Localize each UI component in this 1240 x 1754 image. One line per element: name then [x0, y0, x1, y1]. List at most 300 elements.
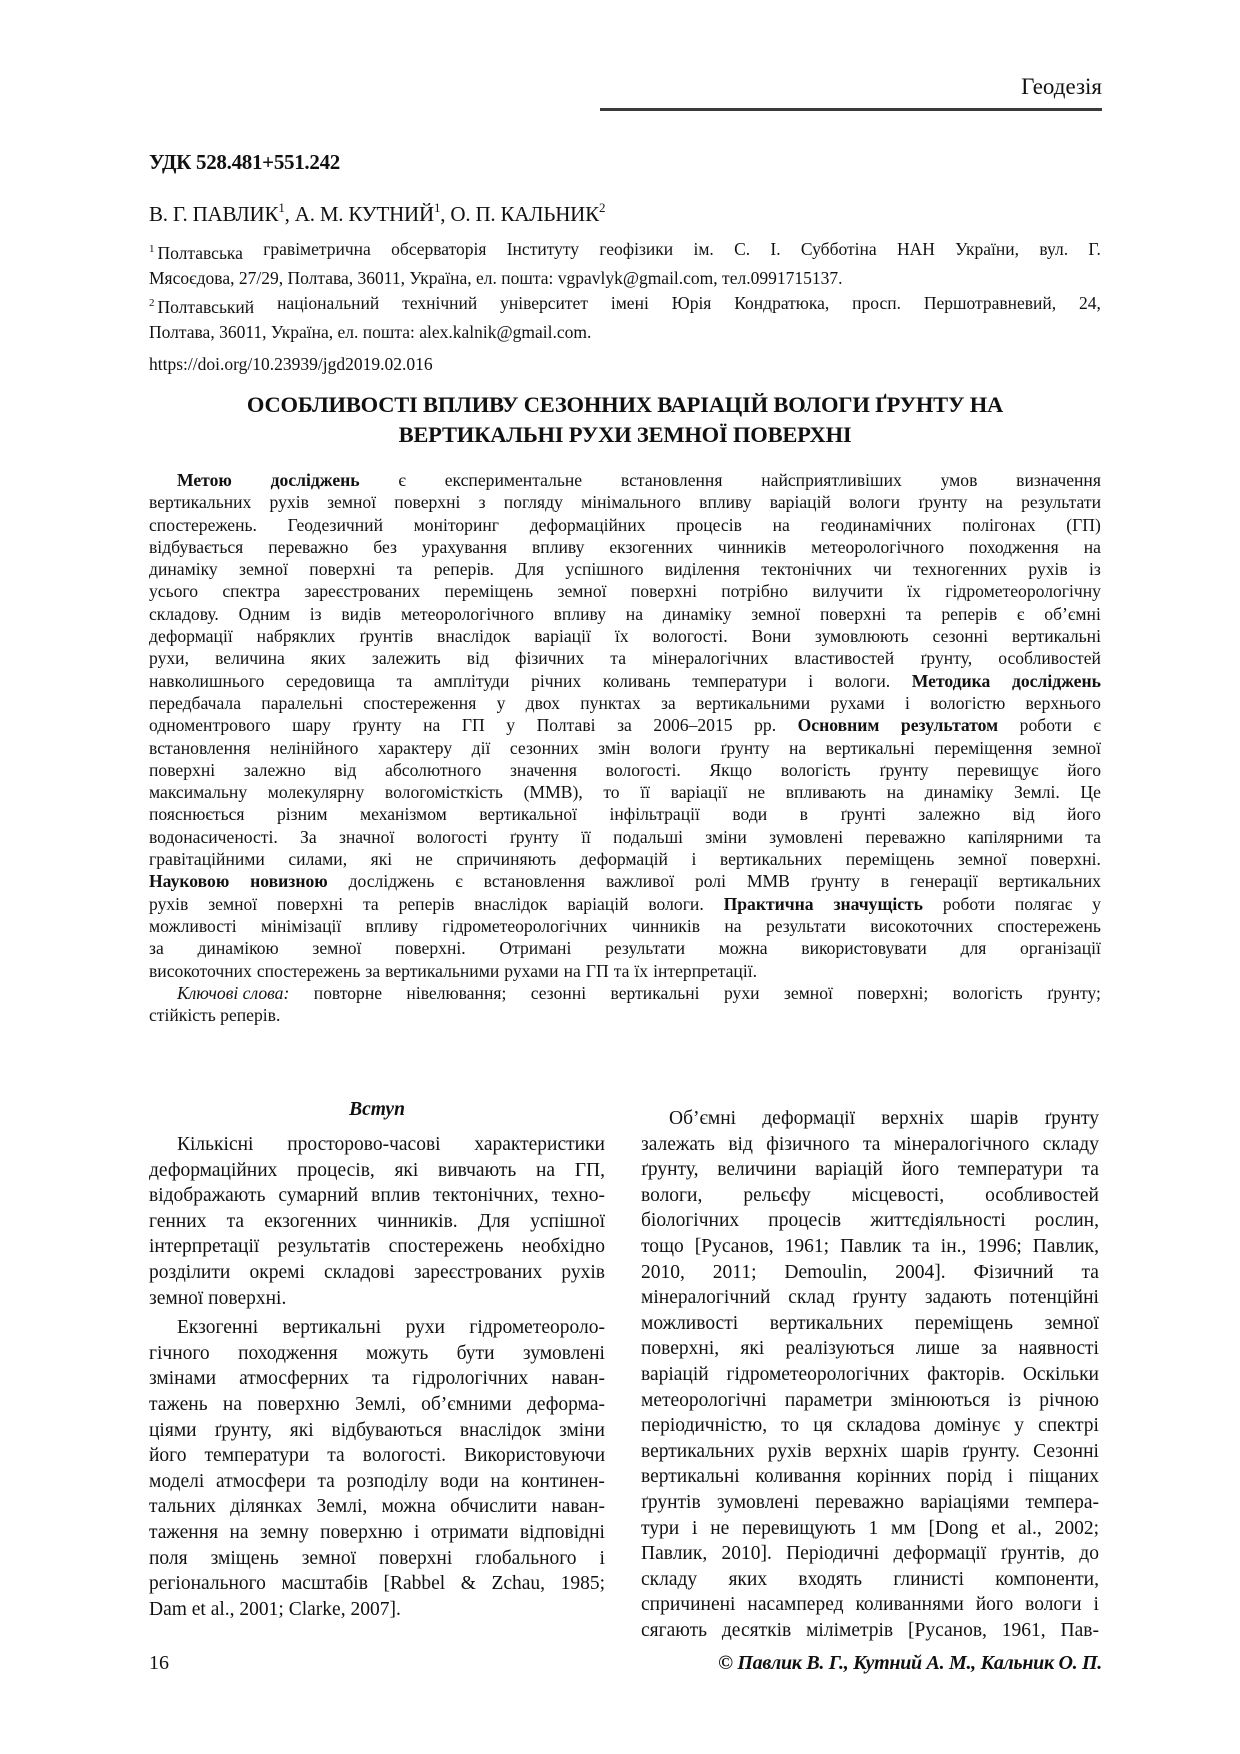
word: генерації: [909, 871, 978, 892]
word: інфільтрації: [609, 804, 700, 825]
word: динаміку: [149, 559, 218, 580]
word: ґрунту: [810, 871, 860, 892]
word: у: [1014, 1415, 1024, 1437]
word: є: [455, 871, 463, 892]
word: на: [886, 782, 904, 803]
word: їх: [907, 581, 921, 602]
word: пунктах: [580, 692, 641, 713]
column-line: [641, 1311, 1099, 1337]
word: моделі: [149, 1470, 205, 1492]
keyword-word: вертикальні: [610, 982, 700, 1003]
word: темпера-: [1025, 1491, 1099, 1513]
word: за: [660, 692, 676, 713]
word: бути: [456, 1342, 495, 1364]
word: верхніх: [881, 1108, 945, 1129]
word: коливань: [602, 670, 671, 691]
word: і: [691, 849, 697, 870]
column-line: [641, 1388, 1099, 1414]
word: та: [1081, 1159, 1099, 1181]
word: просторово-часові: [287, 1134, 441, 1155]
word: з: [478, 492, 486, 513]
word: температури: [692, 670, 787, 691]
word: десятків: [721, 1619, 792, 1641]
word: ролі: [694, 871, 726, 892]
affiliation-mark: 1: [149, 243, 155, 255]
word: змін: [598, 737, 631, 758]
word: поля: [149, 1547, 188, 1569]
word: деформаційних: [529, 514, 646, 535]
author-separator: ,: [284, 202, 295, 226]
abstract-line: [149, 558, 1101, 580]
word: значення: [509, 759, 578, 780]
doi-link[interactable]: https://doi.org/10.23939/jgd2019.02.016: [149, 354, 433, 374]
word: змінюються: [890, 1389, 990, 1411]
column-line: [641, 1336, 1099, 1362]
word: для: [960, 938, 987, 959]
word: у: [506, 715, 516, 736]
column-line: [149, 1366, 605, 1392]
word: вологи.: [834, 670, 891, 691]
word: рухами: [504, 960, 559, 981]
word: Геодезичний: [287, 514, 383, 535]
word: деформаційних: [149, 1159, 278, 1181]
word: ціями: [149, 1419, 197, 1441]
word: параметри: [784, 1389, 873, 1411]
word: сягають: [641, 1619, 708, 1641]
word: впливу: [699, 492, 752, 513]
word: особливостей: [998, 648, 1101, 669]
word: то: [781, 1415, 800, 1437]
word: задають: [924, 1287, 992, 1309]
word: ґрунті: [840, 804, 886, 825]
keyword-word: нівелювання;: [406, 982, 507, 1003]
word: паралельні: [261, 692, 343, 713]
word: вертикальні: [641, 1466, 740, 1488]
word: видів: [341, 603, 382, 624]
author-affiliation-mark: 2: [598, 200, 606, 215]
word: залежить: [371, 648, 441, 669]
word: механізмом: [359, 804, 447, 825]
keyword-word: сезонні: [530, 982, 587, 1003]
word: яких: [728, 1568, 768, 1590]
keyword-word: поверхні;: [857, 982, 929, 1003]
word: чинників: [631, 915, 701, 936]
word: силами,: [288, 849, 348, 870]
word: величини: [717, 1159, 797, 1181]
word: Для: [515, 559, 545, 580]
word: шарів: [970, 1108, 1019, 1129]
udk-code: УДК 528.481+551.242: [149, 150, 340, 174]
word: періодичністю,: [641, 1415, 768, 1437]
word: просп.: [852, 293, 901, 313]
word: 1985;: [560, 1573, 605, 1595]
word: відповідні: [519, 1521, 605, 1543]
word: капілярними: [967, 826, 1064, 847]
word: на: [772, 514, 790, 535]
word: динаміку: [924, 782, 994, 803]
word: вивчають: [438, 1159, 517, 1181]
word: спостережень: [997, 915, 1101, 936]
word: масштабів: [281, 1573, 368, 1595]
word: вертикальних: [719, 849, 823, 870]
word: метеорологічного: [811, 536, 944, 557]
word: Використовуючи: [464, 1445, 605, 1467]
word: Землі,: [316, 1496, 368, 1518]
word: ММВ: [746, 871, 790, 892]
word: встановлення: [149, 737, 251, 758]
word: не: [747, 782, 766, 803]
word: гравітаційними: [149, 849, 265, 870]
word: то: [603, 782, 620, 803]
word: рухів: [149, 893, 189, 914]
word: характеристики: [474, 1134, 605, 1155]
keyword-word: вологість: [952, 982, 1023, 1003]
word: склад: [788, 1287, 835, 1309]
word: залежать: [641, 1133, 715, 1155]
word: поверхню: [257, 1393, 340, 1415]
word: найсприятливіших: [761, 470, 902, 490]
word: обсерваторія: [391, 239, 487, 259]
word: умов: [940, 470, 978, 490]
word: від: [334, 759, 357, 780]
word: змінами: [149, 1368, 217, 1390]
word: внаслідок: [437, 626, 511, 647]
column-line: [149, 1469, 605, 1495]
word: ГП,: [574, 1159, 605, 1181]
word: поверхні: [630, 581, 697, 602]
word: за: [365, 960, 381, 981]
word: метеорологічного: [400, 603, 534, 624]
word: зумовлені: [769, 826, 844, 847]
abstract-line: [149, 491, 1101, 513]
word: деформа-: [526, 1393, 605, 1415]
word: води: [732, 804, 768, 825]
word: амплітуди: [433, 670, 510, 691]
word: високоточних: [149, 960, 252, 981]
word: переважно: [815, 1491, 904, 1513]
word: і: [691, 1517, 698, 1539]
word: ділянках: [230, 1496, 303, 1518]
word: 24,: [1079, 293, 1101, 313]
word: складова: [846, 1415, 921, 1437]
word: дії: [471, 737, 491, 758]
abstract-line: [149, 915, 1101, 937]
word: чинників: [717, 536, 787, 557]
word: і: [905, 692, 910, 713]
word: (ГП): [1066, 514, 1101, 535]
word: метеорологічні: [641, 1389, 767, 1411]
affiliation-first-word: $^1$ Полтавська: [149, 243, 243, 263]
column-line: [149, 1158, 605, 1184]
word: земної: [239, 559, 288, 580]
word: Кондратюка,: [734, 293, 830, 313]
word: полягає: [1014, 893, 1073, 914]
word: 2011;: [712, 1261, 757, 1283]
word: 2006–2015: [653, 715, 733, 736]
word: спричинені: [641, 1594, 736, 1616]
abstract-line: [149, 647, 1101, 669]
word: на: [563, 960, 581, 981]
abstract-line: [149, 803, 1101, 825]
word: рухів: [767, 1440, 812, 1462]
abstract-line: [149, 893, 1101, 915]
affiliation-line: [149, 237, 1101, 266]
word: рухи: [405, 1317, 445, 1339]
word: національний: [277, 293, 380, 313]
word: визначення: [1016, 470, 1101, 490]
word: відбуваються: [331, 1419, 442, 1441]
word: та: [1081, 1261, 1099, 1283]
word: ґрунтів,: [1000, 1543, 1066, 1565]
word: Об’ємні: [669, 1108, 737, 1129]
word: земну: [259, 1521, 309, 1543]
word: її: [581, 826, 591, 847]
word: інтерпретації.: [653, 960, 758, 981]
word: земної: [751, 603, 801, 624]
word: організації: [1020, 938, 1101, 959]
word: геодинамічних: [820, 514, 932, 535]
author-name: О. П. КАЛЬНИК: [450, 202, 599, 226]
word: ґрунту,: [214, 1419, 272, 1441]
word: І.: [770, 239, 781, 259]
author-list: [149, 200, 605, 227]
word: і: [808, 670, 814, 691]
abstract-line: [149, 670, 1101, 692]
word: вертикальні: [825, 737, 915, 758]
word: внаслідок: [474, 893, 548, 914]
word: 1961,: [1001, 1619, 1046, 1641]
word: передбачала: [149, 692, 242, 713]
word: походження: [968, 536, 1059, 557]
word: реперів: [398, 893, 455, 914]
bold-term: Методика: [911, 670, 991, 691]
article-title-line-1: ОСОБЛИВОСТІ ВПЛИВУ СЕЗОННИХ ВАРІАЦІЙ ВОЛОГИ ҐРУНТУ НА: [246, 392, 1004, 417]
word: ґрунту.: [962, 1440, 1020, 1462]
keyword-word: ґрунту;: [1047, 982, 1101, 1003]
running-header-section: Геодезія: [1021, 74, 1102, 99]
word: [Dong: [928, 1517, 979, 1539]
keyword-word: повторне: [313, 982, 383, 1003]
word: Отримані: [499, 938, 572, 959]
word: високоточних: [870, 915, 974, 936]
word: варіаціями: [920, 1491, 1010, 1513]
word: вологи: [849, 492, 901, 513]
word: ця: [813, 1415, 833, 1437]
word: впливу: [365, 915, 419, 936]
word: не: [710, 1517, 730, 1539]
word: рухами: [830, 692, 885, 713]
word: рослин,: [1034, 1210, 1099, 1232]
header-divider: [600, 108, 1102, 111]
word: зміни: [705, 826, 747, 847]
word: сезонні: [932, 626, 988, 647]
word: (ММВ),: [523, 782, 583, 803]
word: Землі.: [1013, 782, 1060, 803]
word: порід: [946, 1466, 993, 1488]
word: мінералогічний: [641, 1287, 771, 1309]
bold-term: значущість: [833, 893, 923, 914]
column-line: [641, 1362, 1099, 1388]
word: Землі,: [355, 1393, 406, 1415]
word: наявності: [1018, 1338, 1099, 1360]
word: Екзогенні: [177, 1317, 259, 1339]
article-title: [149, 390, 1101, 450]
word: біологічних: [641, 1210, 740, 1232]
word: життєдіяльності: [870, 1210, 1006, 1232]
word: є: [1016, 603, 1025, 624]
column-line: [641, 1490, 1099, 1516]
word: 2002;: [1054, 1517, 1099, 1539]
word: та: [396, 559, 413, 580]
word: експериментальне: [444, 470, 583, 490]
word: встановлення: [483, 871, 586, 892]
author-separator: ,: [440, 202, 451, 226]
word: домінує: [934, 1415, 1001, 1437]
word: гідрологічних: [412, 1368, 529, 1390]
word: Першотравневий,: [923, 293, 1057, 313]
author-name: В. Г. ПАВЛИК: [149, 202, 279, 226]
word: двох: [525, 692, 560, 713]
article-title-line-2: ВЕРТИКАЛЬНІ РУХИ ЗЕМНОЇ ПОВЕРХНІ: [398, 422, 852, 447]
word: земної: [1051, 737, 1101, 758]
word: в: [880, 871, 890, 892]
word: поверхні: [820, 603, 887, 624]
word: шарів: [900, 1440, 950, 1462]
word: динаміку: [662, 603, 732, 624]
word: &: [460, 1573, 476, 1595]
word: вертикальних: [149, 492, 252, 513]
word: із: [1008, 1389, 1022, 1411]
word: ґрунтів: [641, 1491, 701, 1513]
word: Demoulin,: [784, 1261, 868, 1283]
word: потрібно: [721, 581, 788, 602]
word: входять: [798, 1568, 863, 1590]
column-line: [641, 1106, 1099, 1132]
word: характеру: [377, 737, 453, 758]
column-line: [149, 1494, 605, 1520]
affiliation-first-word: $^2$ Полтавський: [149, 297, 255, 317]
word: рр.: [754, 715, 777, 736]
word: обчислити: [450, 1496, 538, 1518]
column-line: [641, 1618, 1099, 1644]
word: на: [1083, 536, 1101, 557]
word: Пав-: [1060, 1619, 1099, 1641]
word: можливості: [641, 1312, 739, 1334]
word: за: [980, 1338, 998, 1360]
column-line: [641, 1157, 1099, 1183]
word: вплив: [371, 1185, 421, 1207]
word: рухів: [561, 1261, 605, 1283]
word: поверхню: [320, 1521, 403, 1543]
word: гічного: [149, 1342, 210, 1364]
word: фізичних: [515, 648, 585, 669]
column-line: [641, 1439, 1099, 1465]
word: виділення: [664, 559, 740, 580]
word: 2010,: [641, 1261, 685, 1283]
word: сезонних: [509, 737, 579, 758]
word: Одним: [238, 603, 290, 624]
word: можна: [718, 938, 768, 959]
word: вологи: [649, 737, 701, 758]
word: реалізуються: [785, 1338, 895, 1360]
word: її: [640, 782, 651, 803]
word: його: [1067, 759, 1101, 780]
word: тощо: [641, 1235, 684, 1257]
word: результати: [605, 938, 685, 959]
word: нелінійного: [270, 737, 359, 758]
word: Оскільки: [1022, 1363, 1099, 1385]
word: Г.: [1088, 239, 1101, 259]
word: зміни: [558, 1419, 605, 1441]
word: та: [371, 1368, 390, 1390]
word: поверхні: [149, 759, 216, 780]
column-line: [641, 1183, 1099, 1209]
column-line: [149, 1132, 605, 1158]
word: переміщень: [914, 1312, 1014, 1334]
word: річних: [531, 670, 582, 691]
word: технічний: [402, 293, 478, 313]
copyright-footer: © Павлик В. Г., Кутний А. М., Кальник О. П.: [718, 1652, 1102, 1674]
word: лише: [915, 1338, 960, 1360]
abstract-line: [149, 960, 1101, 982]
word: рухи,: [149, 648, 189, 669]
word: вилучити: [812, 581, 883, 602]
word: із: [1088, 559, 1101, 580]
word: ґрунту: [1044, 1108, 1099, 1129]
word: поверхні: [394, 492, 461, 513]
word: успішної: [530, 1210, 605, 1232]
word: насамперед: [747, 1594, 844, 1616]
abstract-line: [149, 826, 1101, 848]
word: Кількісні: [177, 1134, 254, 1155]
word: вертикальних: [641, 1440, 755, 1462]
word: компоненти,: [995, 1568, 1099, 1590]
word: екзогенних: [609, 536, 693, 557]
word: можливості: [149, 915, 237, 936]
word: варіації: [534, 626, 591, 647]
word: і: [1093, 1594, 1099, 1616]
bold-term: новизною: [250, 871, 328, 892]
bold-term: Основним: [797, 715, 880, 736]
word: університет: [500, 293, 588, 313]
word: вологомісткість: [384, 782, 503, 803]
word: ґрунту,: [641, 1159, 699, 1181]
word: тажень: [149, 1393, 208, 1415]
column-line: [149, 1571, 605, 1597]
word: континен-: [521, 1470, 605, 1492]
word: Полтаві: [536, 715, 596, 736]
word: Павлик,: [1032, 1235, 1099, 1257]
word: шару: [292, 715, 331, 736]
word: вертикальними: [385, 960, 500, 981]
word: земної: [208, 893, 258, 914]
word: їх: [614, 626, 629, 647]
word: залежно: [918, 804, 981, 825]
word: та: [912, 1235, 930, 1257]
word: залежно: [243, 759, 306, 780]
word: впливають: [785, 782, 867, 803]
word: та: [905, 603, 922, 624]
word: імені: [610, 293, 649, 313]
affiliation-mark: 2: [149, 297, 155, 309]
word: розділити: [149, 1261, 231, 1283]
word: подальші: [613, 826, 684, 847]
word: його: [149, 1445, 187, 1467]
word: Павлик,: [641, 1543, 708, 1565]
word: рухів: [269, 492, 309, 513]
word: Юрія: [671, 293, 712, 313]
word: складову.: [149, 603, 219, 624]
